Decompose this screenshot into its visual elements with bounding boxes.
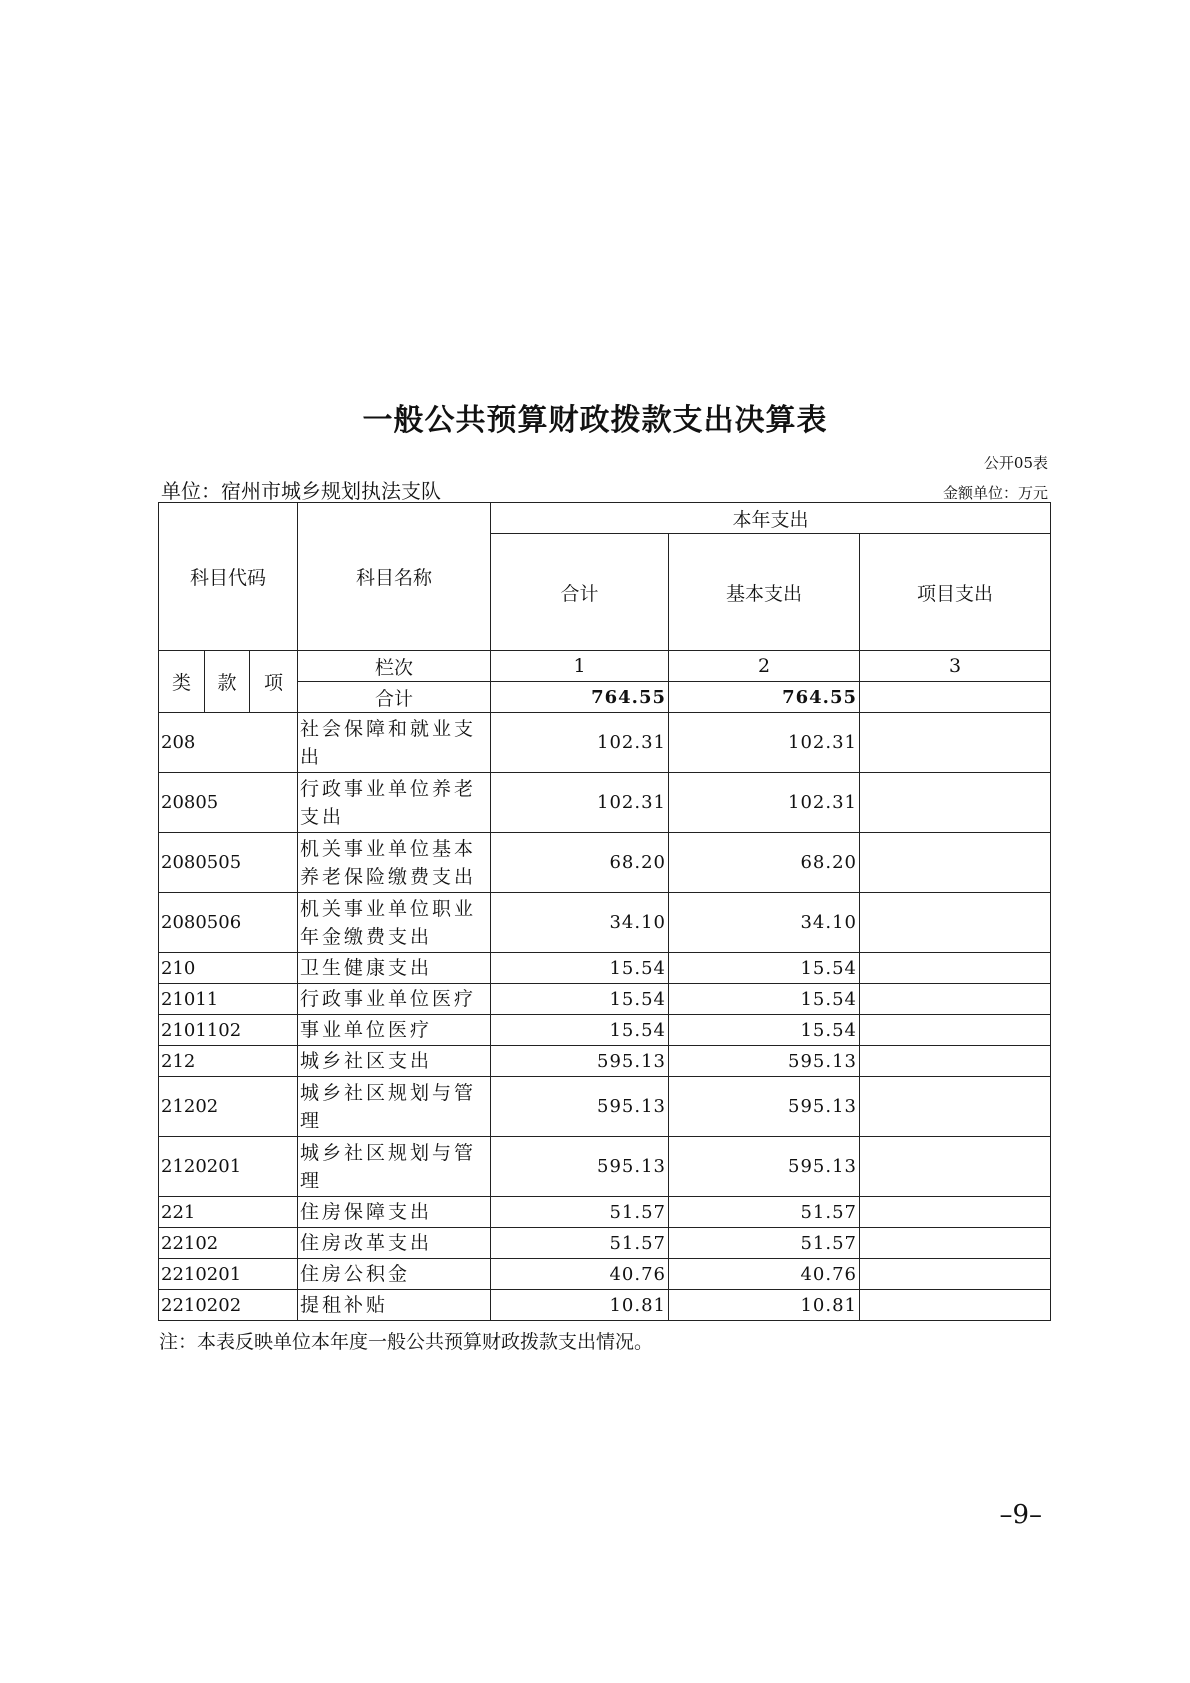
unit-label: 单位：宿州市城乡规划执法支队: [161, 479, 441, 503]
row-project: [860, 984, 1051, 1015]
row-code: 221: [159, 1197, 298, 1228]
row-project: [860, 773, 1051, 833]
header-col2: 2: [669, 651, 860, 682]
table-row: [159, 1228, 1051, 1259]
total-row-label: 合计: [298, 682, 491, 713]
header-subject-name: 科目名称: [298, 503, 491, 651]
row-total: 34.10: [491, 893, 669, 953]
row-name: 行政事业单位养老支出: [298, 773, 491, 833]
row-basic: 15.54: [669, 1015, 860, 1046]
table-row: [159, 773, 1051, 833]
row-basic: 10.81: [669, 1290, 860, 1321]
row-name: 机关事业单位基本养老保险缴费支出: [298, 833, 491, 893]
row-name: 城乡社区支出: [298, 1046, 491, 1077]
row-total: 15.54: [491, 1015, 669, 1046]
row-name: 住房改革支出: [298, 1228, 491, 1259]
row-name: 住房保障支出: [298, 1197, 491, 1228]
row-total: 51.57: [491, 1197, 669, 1228]
page-title: 一般公共预算财政拨款支出决算表: [362, 403, 828, 438]
row-basic: 595.13: [669, 1137, 860, 1197]
row-code: 22102: [159, 1228, 298, 1259]
row-project: [860, 833, 1051, 893]
header-class: 类: [159, 651, 205, 713]
row-project: [860, 713, 1051, 773]
table-row: [159, 713, 1051, 773]
row-name: 卫生健康支出: [298, 953, 491, 984]
header-column-order: 栏次: [298, 651, 491, 682]
row-basic: 51.57: [669, 1228, 860, 1259]
row-code: 2080505: [159, 833, 298, 893]
row-code: 2080506: [159, 893, 298, 953]
row-project: [860, 1015, 1051, 1046]
row-code: 212: [159, 1046, 298, 1077]
header-item: 项: [250, 651, 298, 713]
row-project: [860, 1290, 1051, 1321]
total-row-basic: 764.55: [669, 682, 860, 713]
table-row: [159, 1137, 1051, 1197]
row-basic: 15.54: [669, 984, 860, 1015]
row-total: 68.20: [491, 833, 669, 893]
row-name: 行政事业单位医疗: [298, 984, 491, 1015]
row-name: 城乡社区规划与管理: [298, 1137, 491, 1197]
table-note: 注：本表反映单位本年度一般公共预算财政拨款支出情况。: [159, 1331, 654, 1353]
row-basic: 51.57: [669, 1197, 860, 1228]
row-name: 事业单位医疗: [298, 1015, 491, 1046]
table-row: [159, 893, 1051, 953]
row-project: [860, 1046, 1051, 1077]
table-row: [159, 1259, 1051, 1290]
row-total: 40.76: [491, 1259, 669, 1290]
row-project: [860, 1228, 1051, 1259]
row-total: 15.54: [491, 953, 669, 984]
row-code: 2210201: [159, 1259, 298, 1290]
row-code: 21202: [159, 1077, 298, 1137]
row-code: 208: [159, 713, 298, 773]
row-total: 102.31: [491, 773, 669, 833]
total-row-project: [860, 682, 1051, 713]
row-code: 20805: [159, 773, 298, 833]
row-total: 10.81: [491, 1290, 669, 1321]
row-name: 提租补贴: [298, 1290, 491, 1321]
table-row: [159, 1077, 1051, 1137]
row-total: 595.13: [491, 1077, 669, 1137]
table-row: [159, 833, 1051, 893]
row-basic: 595.13: [669, 1077, 860, 1137]
row-project: [860, 953, 1051, 984]
table-row: [159, 1290, 1051, 1321]
row-basic: 102.31: [669, 773, 860, 833]
table-row: [159, 1046, 1051, 1077]
row-name: 机关事业单位职业年金缴费支出: [298, 893, 491, 953]
header-col1: 1: [491, 651, 669, 682]
row-basic: 34.10: [669, 893, 860, 953]
row-total: 595.13: [491, 1137, 669, 1197]
row-name: 城乡社区规划与管理: [298, 1077, 491, 1137]
row-name: 社会保障和就业支出: [298, 713, 491, 773]
row-total: 595.13: [491, 1046, 669, 1077]
row-code: 2120201: [159, 1137, 298, 1197]
row-code: 2101102: [159, 1015, 298, 1046]
row-project: [860, 893, 1051, 953]
table-row: [159, 1015, 1051, 1046]
row-project: [860, 1137, 1051, 1197]
row-basic: 15.54: [669, 953, 860, 984]
row-code: 21011: [159, 984, 298, 1015]
form-code: 公开05表: [983, 454, 1048, 472]
row-basic: 68.20: [669, 833, 860, 893]
row-basic: 40.76: [669, 1259, 860, 1290]
row-project: [860, 1259, 1051, 1290]
row-basic: 102.31: [669, 713, 860, 773]
row-code: 2210202: [159, 1290, 298, 1321]
row-total: 102.31: [491, 713, 669, 773]
row-total: 51.57: [491, 1228, 669, 1259]
header-basic: 基本支出: [669, 534, 860, 651]
header-section: 款: [205, 651, 250, 713]
table-row: [159, 984, 1051, 1015]
expenditure-table: [158, 502, 1051, 1321]
total-row-total: 764.55: [491, 682, 669, 713]
header-current-year: 本年支出: [491, 503, 1051, 534]
amount-unit: 金额单位：万元: [942, 484, 1048, 502]
row-basic: 595.13: [669, 1046, 860, 1077]
row-code: 210: [159, 953, 298, 984]
header-project: 项目支出: [860, 534, 1051, 651]
page-number: –9–: [999, 1500, 1042, 1530]
row-project: [860, 1197, 1051, 1228]
header-subject-code: 科目代码: [159, 503, 298, 651]
table-row: [159, 953, 1051, 984]
row-name: 住房公积金: [298, 1259, 491, 1290]
header-col3: 3: [860, 651, 1051, 682]
row-project: [860, 1077, 1051, 1137]
header-total: 合计: [491, 534, 669, 651]
table-row: [159, 1197, 1051, 1228]
row-total: 15.54: [491, 984, 669, 1015]
